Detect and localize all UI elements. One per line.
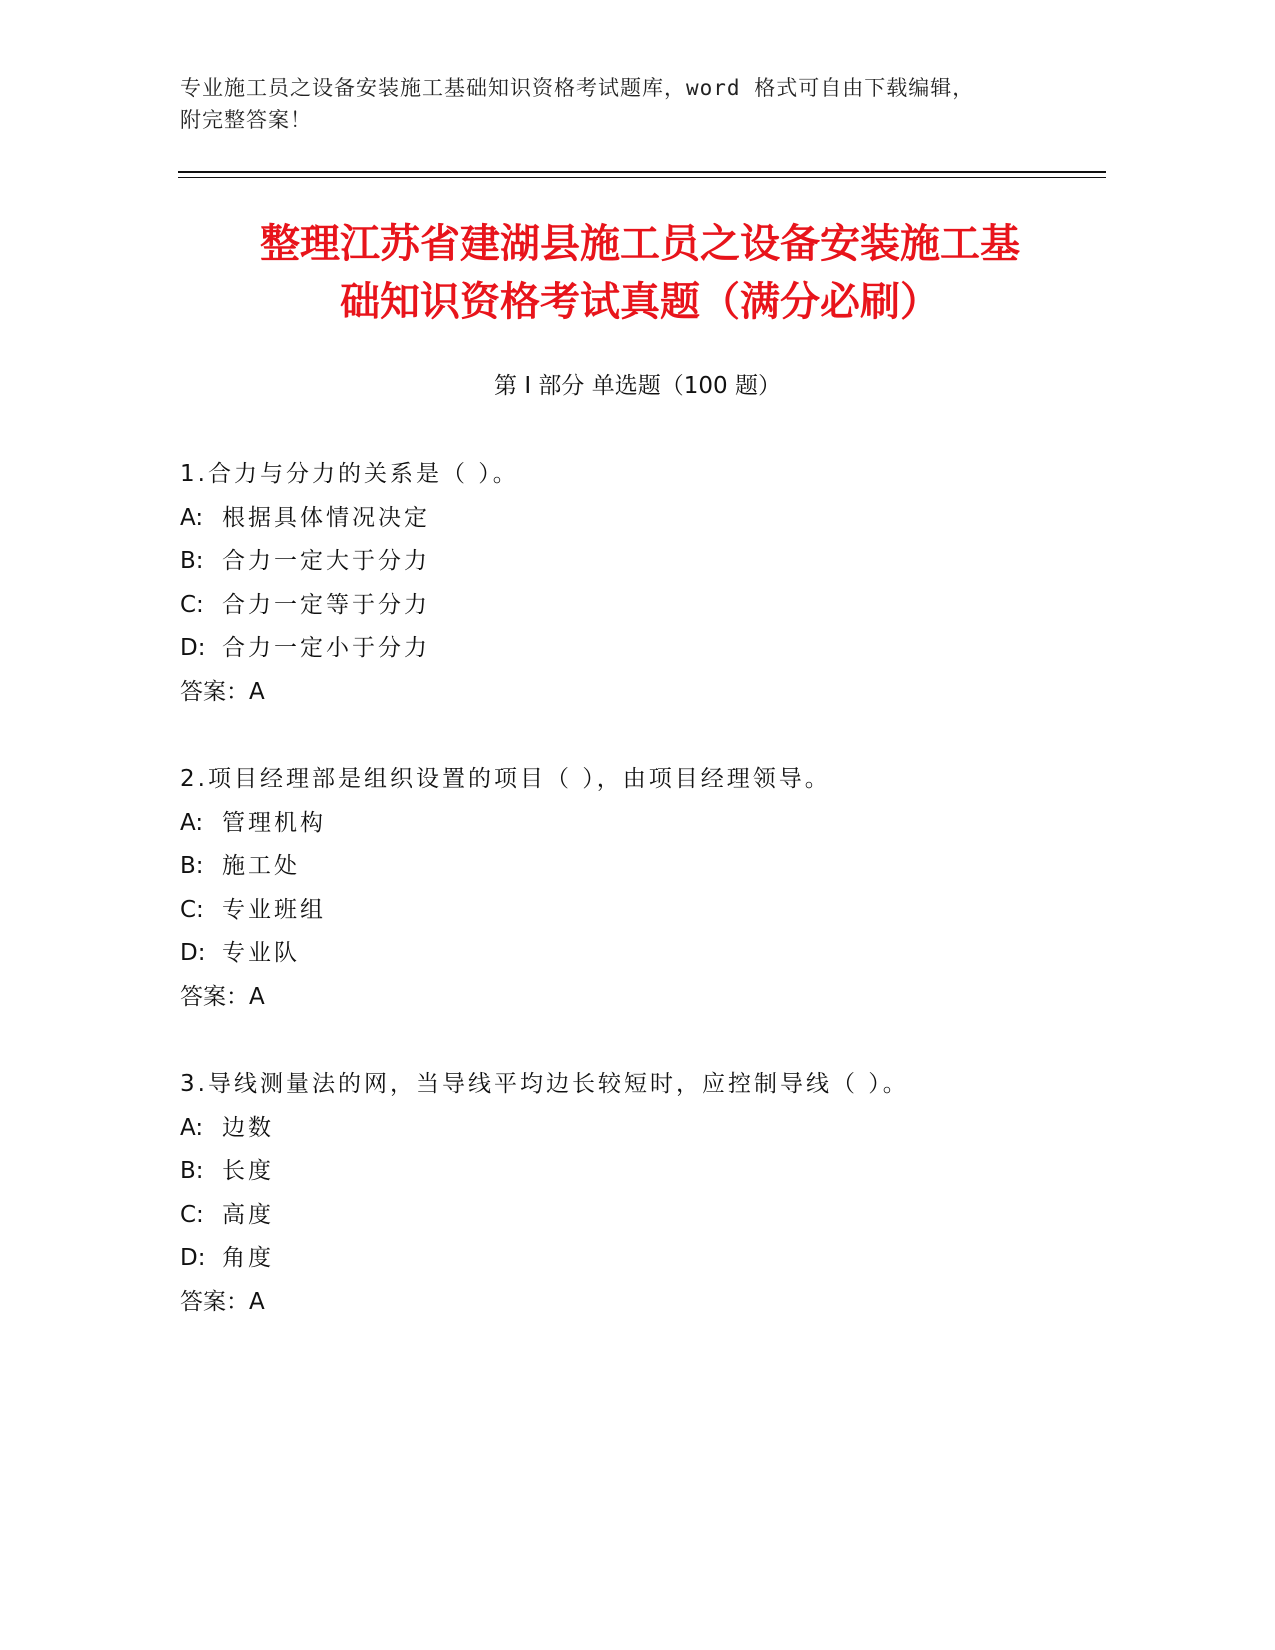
option-c	[180, 889, 1080, 933]
option-key: B:	[180, 548, 204, 574]
option-text: 合力一定等于分力	[222, 591, 430, 618]
option-text: 边数	[222, 1114, 274, 1141]
option-text: 施工处	[222, 853, 300, 879]
header-divider-thin	[178, 177, 1106, 178]
document-title	[190, 215, 1090, 331]
option-text: 合力一定大于分力	[222, 548, 430, 574]
answer: 答案：A	[180, 983, 265, 1010]
option-key: A:	[180, 504, 204, 531]
option-a	[180, 497, 1080, 541]
option-key: B:	[180, 1158, 204, 1184]
option-b	[180, 540, 1080, 584]
option-key: C:	[180, 591, 204, 618]
header-note-line-2: 附完整答案！	[180, 108, 312, 132]
option-a	[180, 1107, 1080, 1151]
question-stem: 1.合力与分力的关系是（ ）。	[180, 461, 519, 487]
option-key: D:	[180, 1245, 206, 1271]
option-text: 根据具体情况决定	[222, 504, 430, 531]
question-stem: 3.导线测量法的网，当导线平均边长较短时，应控制导线（ ）。	[180, 1071, 909, 1097]
option-c	[180, 1194, 1080, 1238]
option-d	[180, 1237, 1080, 1281]
option-text: 长度	[222, 1158, 274, 1184]
option-text: 专业队	[222, 940, 300, 966]
option-a	[180, 802, 1080, 846]
answer: 答案：A	[180, 678, 265, 705]
option-d	[180, 932, 1080, 976]
option-c	[180, 584, 1080, 628]
header-note-line-1: 专业施工员之设备安装施工基础知识资格考试题库，word 格式可自由下载编辑，	[180, 76, 975, 100]
header-note	[180, 72, 1080, 136]
option-text: 角度	[222, 1245, 274, 1271]
option-text: 管理机构	[222, 809, 326, 836]
option-key: A:	[180, 1114, 204, 1141]
option-b	[180, 845, 1080, 889]
question-1	[180, 453, 1080, 714]
question-2	[180, 758, 1080, 1019]
answer: 答案：A	[180, 1288, 265, 1315]
option-b	[180, 1150, 1080, 1194]
option-key: D:	[180, 635, 206, 661]
option-d	[180, 627, 1080, 671]
option-key: A:	[180, 809, 204, 836]
option-text: 高度	[222, 1201, 274, 1228]
option-text: 合力一定小于分力	[222, 635, 430, 661]
option-key: C:	[180, 1201, 204, 1228]
header-divider-thick	[178, 171, 1106, 173]
document-title-line-2: 础知识资格考试真题（满分必刷）	[340, 279, 940, 325]
option-key: B:	[180, 853, 204, 879]
question-stem: 2.项目经理部是组织设置的项目（ ），由项目经理领导。	[180, 766, 831, 792]
option-key: D:	[180, 940, 206, 966]
section-heading: 第 I 部分 单选题（100 题）	[494, 373, 781, 399]
question-3	[180, 1063, 1080, 1324]
option-text: 专业班组	[222, 896, 326, 923]
document-title-line-1: 整理江苏省建湖县施工员之设备安装施工基	[260, 221, 1020, 267]
option-key: C:	[180, 896, 204, 923]
